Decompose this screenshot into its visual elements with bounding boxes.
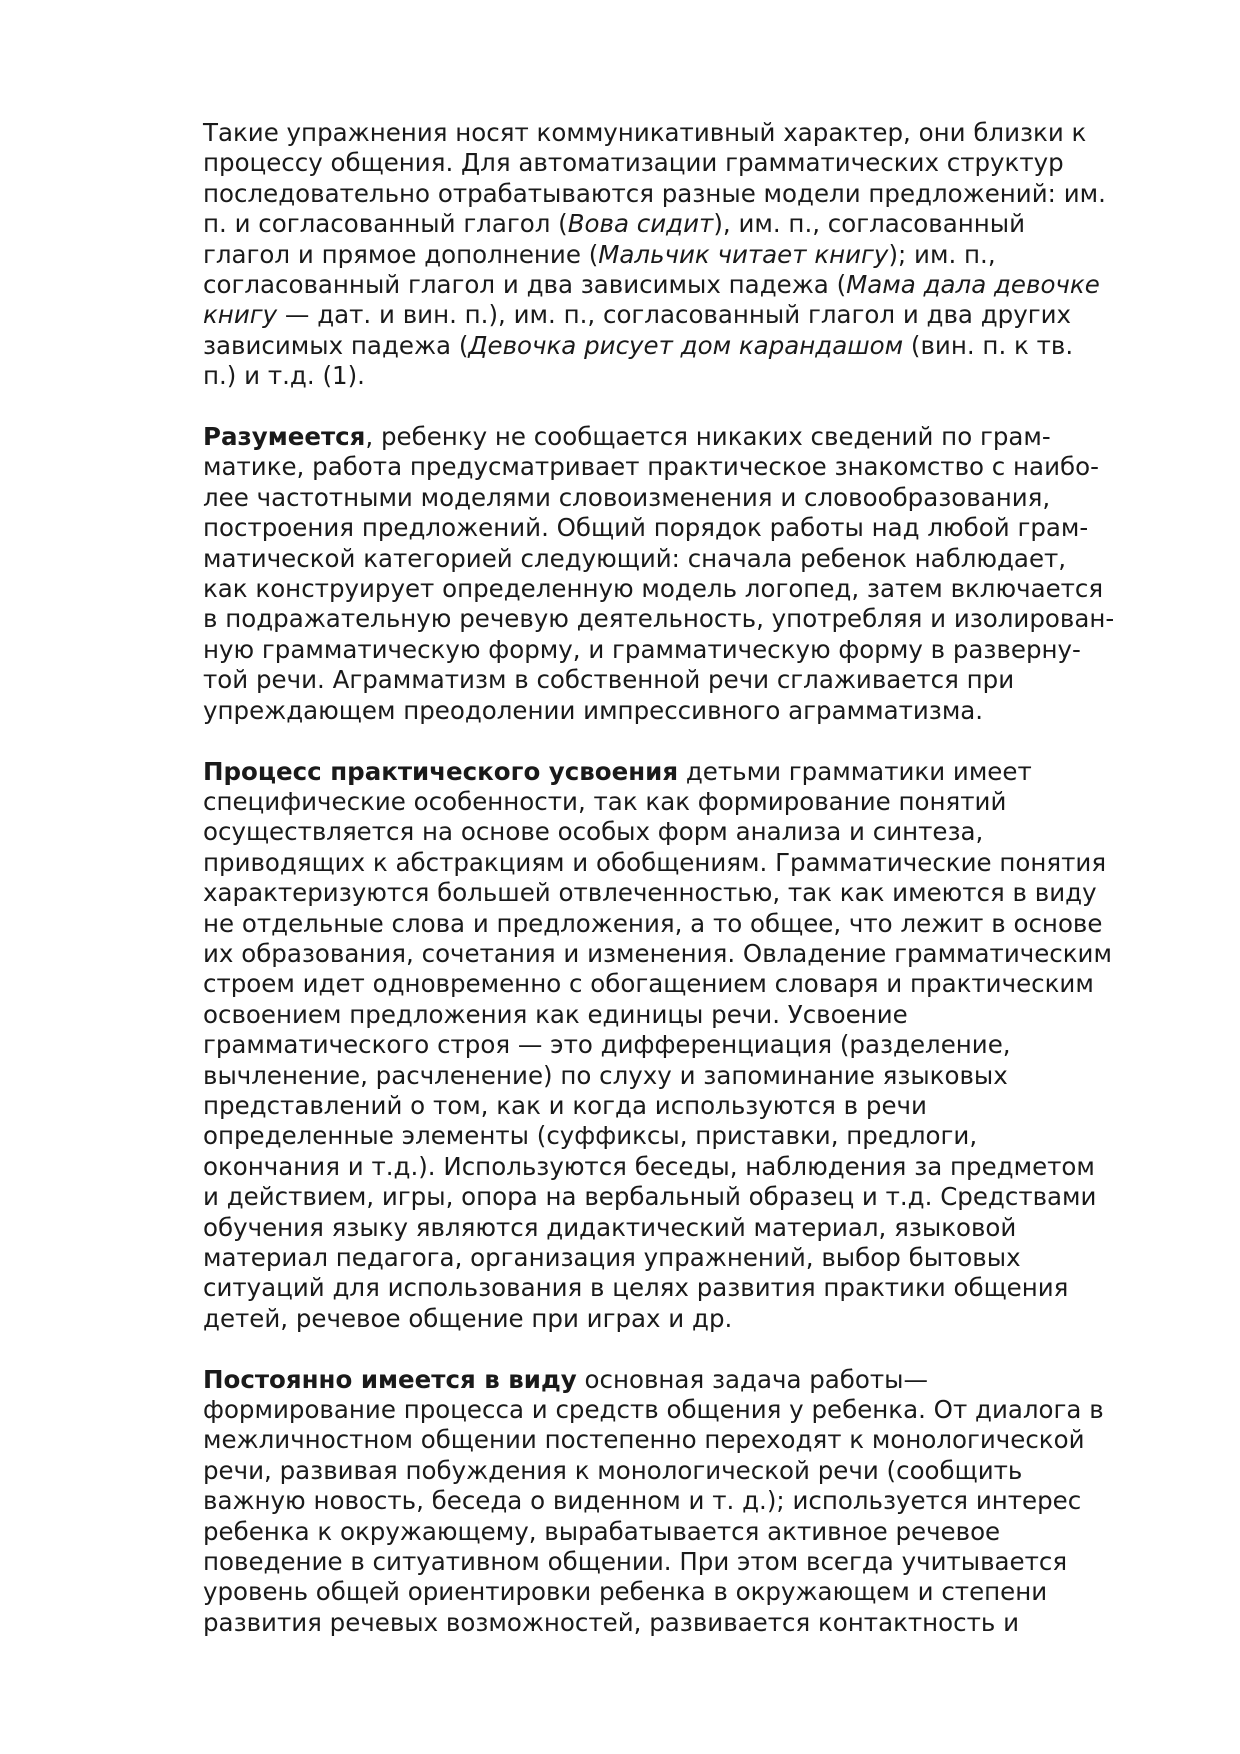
text-line	[203, 1030, 1123, 1060]
text-line	[203, 1486, 1123, 1516]
text-run: построения предложений. Общий порядок работы над любой грам-	[203, 513, 1089, 543]
paragraph-gap	[203, 726, 1123, 756]
text-line	[203, 939, 1123, 969]
text-run: вычленение, расчленение) по слуху и запоминание языковых	[203, 1060, 1008, 1090]
text-run: поведение в ситуативном общении. При этом всегда учитывается	[203, 1547, 1068, 1577]
text-run: ); им. п.,	[888, 239, 996, 269]
text-run: детей, речевое общение при играх и др.	[203, 1303, 733, 1333]
text-run: детьми грамматики имеет	[678, 756, 1032, 786]
text-run: формирование процесса и средств общения у ребенка. От диалога в	[203, 1395, 1104, 1425]
text-line	[203, 848, 1123, 878]
text-run: окончания и т.д.). Используются беседы, наблюдения за предметом	[203, 1151, 1095, 1181]
text-run: последовательно отрабатываются разные модели предложений: им.	[203, 178, 1106, 208]
text-line	[203, 696, 1123, 726]
italic-example: Мама дала девочке	[846, 270, 1100, 300]
text-line	[203, 1213, 1123, 1243]
text-run: (вин. п. к тв.	[903, 330, 1074, 360]
text-line	[203, 604, 1123, 634]
text-run: определенные элементы (суффиксы, приставки, предлоги,	[203, 1121, 978, 1151]
text-line	[203, 969, 1123, 999]
italic-example: Мальчик читает книгу	[598, 239, 889, 269]
text-run: специфические особенности, так как формирование понятий	[203, 786, 1007, 816]
italic-example: книгу	[203, 300, 278, 330]
text-run: ситуаций для использования в целях развития практики общения	[203, 1273, 1069, 1303]
text-line	[203, 635, 1123, 665]
text-run: в подражательную речевую деятельность, употребляя и изолирован-	[203, 604, 1115, 634]
text-line	[203, 179, 1123, 209]
text-line	[203, 1547, 1123, 1577]
text-line	[203, 1273, 1123, 1303]
text-line	[203, 209, 1123, 239]
text-run: ребенка к окружающему, вырабатывается активное речевое	[203, 1516, 1001, 1546]
text-line	[203, 422, 1123, 452]
italic-example: Девочка рисует дом карандашом	[468, 330, 904, 360]
text-run: уровень общей ориентировки ребенка в окружающем и степени	[203, 1577, 1048, 1607]
text-line	[203, 1121, 1123, 1151]
text-run: зависимых падежа (	[203, 330, 469, 360]
text-line	[203, 1395, 1123, 1425]
text-run: ), им. п., согласованный	[713, 209, 1026, 239]
text-line	[203, 909, 1123, 939]
text-line	[203, 1182, 1123, 1212]
text-run: матике, работа предусматривает практическое знакомство с наибо-	[203, 452, 1099, 482]
text-line	[203, 817, 1123, 847]
paragraph-gap	[203, 1334, 1123, 1364]
text-line	[203, 1152, 1123, 1182]
text-run: лее частотными моделями словоизменения и словообразования,	[203, 482, 1051, 512]
text-run: материал педагога, организация упражнений, выбор бытовых	[203, 1243, 1021, 1272]
text-run: — дат. и вин. п.), им. п., согласованный глагол и два других	[277, 300, 1072, 330]
text-run: , ребенку не сообщается никаких сведений по грам-	[365, 422, 1051, 452]
text-line	[203, 1000, 1123, 1030]
text-line	[203, 513, 1123, 543]
text-run: освоением предложения как единицы речи. Усвоение	[203, 999, 908, 1029]
text-run: не отдельные слова и предложения, а то общее, что лежит в основе	[203, 908, 1103, 938]
text-run: характеризуются большей отвлеченностью, так как имеются в виду	[203, 878, 1097, 908]
text-line	[203, 483, 1123, 513]
text-line	[203, 1608, 1123, 1638]
text-run: Такие упражнения носят коммуникативный характер, они близки к	[203, 118, 1087, 147]
document-page	[203, 118, 1123, 1638]
text-line	[203, 665, 1123, 695]
text-line	[203, 148, 1123, 178]
paragraph	[203, 422, 1123, 726]
text-run: упреждающем преодолении импрессивного аграмматизма.	[203, 695, 984, 725]
text-run: приводящих к абстракциям и обобщениям. Грамматические понятия	[203, 847, 1107, 877]
text-line	[203, 1091, 1123, 1121]
text-run: п.) и т.д. (1).	[203, 361, 365, 391]
text-line	[203, 240, 1123, 270]
text-line	[203, 1304, 1123, 1334]
text-run: как конструирует определенную модель логопед, затем включается	[203, 574, 1104, 604]
text-line	[203, 452, 1123, 482]
text-line	[203, 270, 1123, 300]
text-run: ную грамматическую форму, и грамматическую форму в разверну-	[203, 634, 1081, 664]
text-line	[203, 787, 1123, 817]
text-line	[203, 1061, 1123, 1091]
text-run: речи, развивая побуждения к монологической речи (сообщить	[203, 1455, 1023, 1485]
text-run: согласованный глагол и два зависимых падежа (	[203, 270, 847, 300]
bold-lead-phrase: Постоянно имеется в виду	[203, 1364, 577, 1394]
text-line	[203, 1365, 1123, 1395]
text-run: основная задача работы—	[576, 1364, 929, 1394]
text-line	[203, 1517, 1123, 1547]
text-run: осуществляется на основе особых форм анализа и синтеза,	[203, 817, 984, 847]
text-run: матической категорией следующий: сначала ребенок наблюдает,	[203, 543, 1067, 573]
paragraph-gap	[203, 392, 1123, 422]
text-run: п. и согласованный глагол (	[203, 209, 568, 239]
text-line	[203, 878, 1123, 908]
paragraph	[203, 757, 1123, 1335]
bold-lead-phrase: Процесс практического усвоения	[203, 756, 679, 786]
bold-lead-phrase: Разумеется	[203, 422, 366, 452]
text-line	[203, 118, 1123, 148]
text-line	[203, 544, 1123, 574]
text-run: процессу общения. Для автоматизации грамматических структур	[203, 148, 1064, 178]
text-run: межличностном общении постепенно переходят к монологической	[203, 1425, 1085, 1455]
text-line	[203, 1425, 1123, 1455]
text-run: представлений о том, как и когда используются в речи	[203, 1090, 927, 1120]
text-run: развития речевых возможностей, развивается контактность и	[203, 1607, 1020, 1637]
text-line	[203, 300, 1123, 330]
text-line	[203, 1456, 1123, 1486]
text-run: грамматического строя — это дифференциация (разделение,	[203, 1030, 1011, 1060]
text-line	[203, 1577, 1123, 1607]
text-line	[203, 574, 1123, 604]
paragraph	[203, 1365, 1123, 1639]
text-line	[203, 361, 1123, 391]
italic-example: Вова сидит	[567, 209, 714, 239]
text-run: строем идет одновременно с обогащением словаря и практическим	[203, 969, 1094, 999]
text-run: обучения языку являются дидактический материал, языковой	[203, 1212, 1017, 1242]
text-run: и действием, игры, опора на вербальный образец и т.д. Средствами	[203, 1182, 1097, 1212]
text-run: той речи. Аграмматизм в собственной речи сглаживается при	[203, 665, 1015, 695]
text-run: их образования, сочетания и изменения. Овладение грамматическим	[203, 938, 1112, 968]
text-run: важную новость, беседа о виденном и т. д.); используется интерес	[203, 1486, 1082, 1516]
text-line	[203, 331, 1123, 361]
text-line	[203, 757, 1123, 787]
body-text	[203, 118, 1123, 1638]
text-run: глагол и прямое дополнение (	[203, 239, 599, 269]
paragraph	[203, 118, 1123, 392]
text-line	[203, 1243, 1123, 1273]
